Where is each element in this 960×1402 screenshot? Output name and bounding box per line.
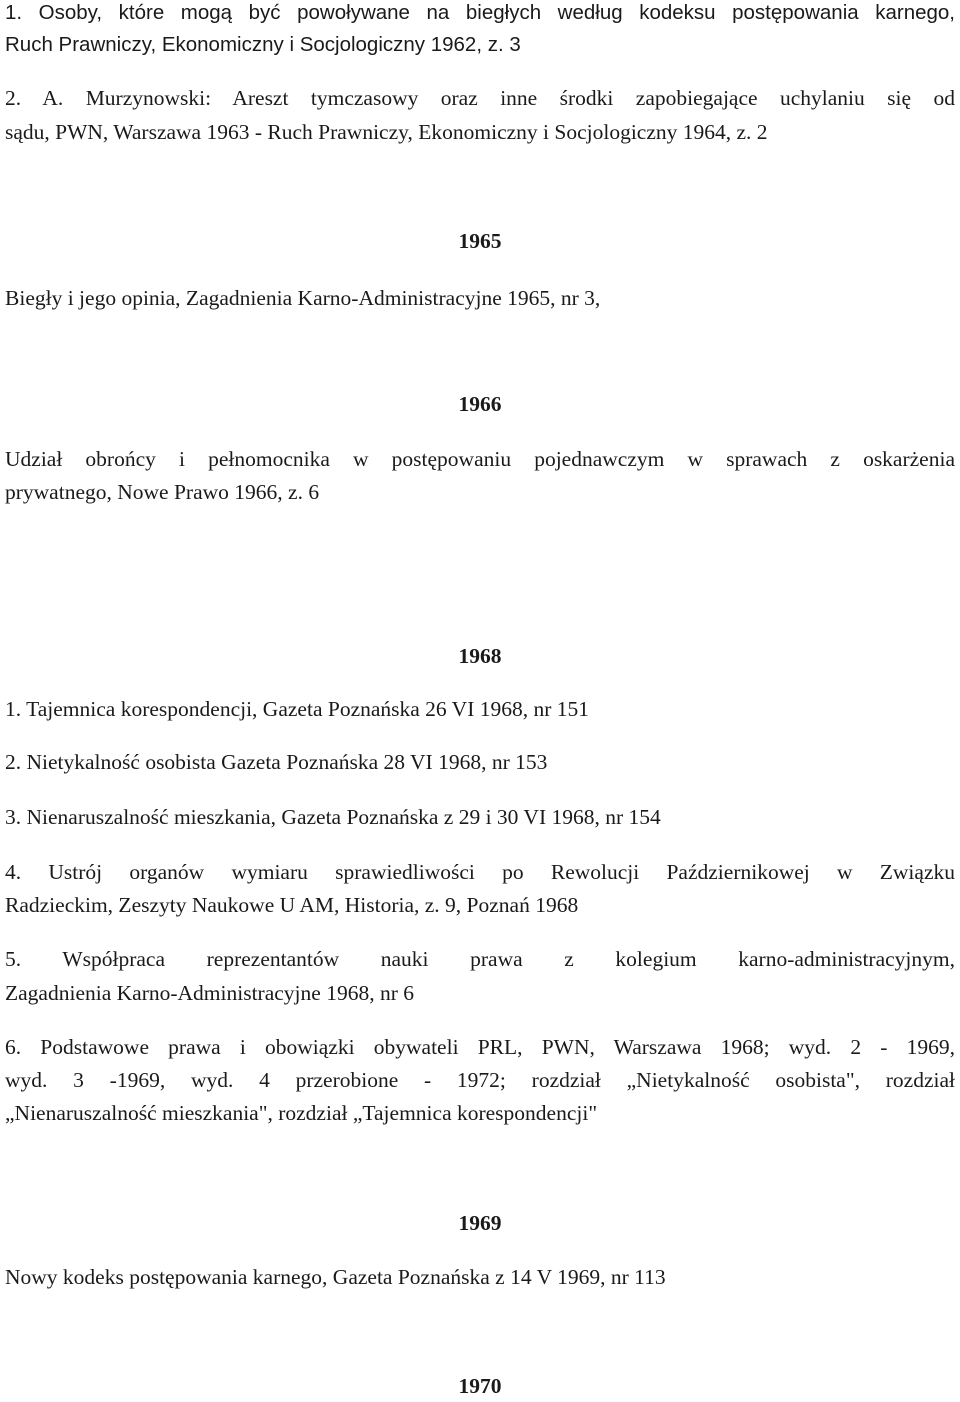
year-heading-1965: 1965 [458, 229, 502, 253]
entry-2-line-1: 2. A. Murzynowski: Areszt tymczasowy oraz inne środki zapobiegające uchylaniu się od [5, 86, 955, 110]
year-heading-1966: 1966 [458, 392, 502, 416]
year-heading-1968: 1968 [458, 644, 502, 668]
entry-1968-5-line-1: 5. Współpraca reprezentantów nauki prawa z kolegium karno-administracyjnym, [5, 947, 955, 971]
entry-1968-2: 2. Nietykalność osobista Gazeta Poznańska 28 VI 1968, nr 153 [5, 750, 548, 774]
entry-1968-3: 3. Nienaruszalność mieszkania, Gazeta Poznańska z 29 i 30 VI 1968, nr 154 [5, 805, 661, 829]
entry-1968-4-line-1: 4. Ustrój organów wymiaru sprawiedliwości po Rewolucji Październikowej w Związku [5, 860, 955, 884]
entry-1968-6-line-1: 6. Podstawowe prawa i obowiązki obywateli PRL, PWN, Warszawa 1968; wyd. 2 - 1969, [5, 1035, 955, 1059]
entry-1968-1: 1. Tajemnica korespondencji, Gazeta Poznańska 26 VI 1968, nr 151 [5, 697, 590, 721]
entry-1966-line-1: Udział obrońcy i pełnomocnika w postępowaniu pojednawczym w sprawach z oskarżenia [5, 447, 955, 471]
entry-1968-4-line-2: Radzieckim, Zeszyty Naukowe U AM, Historia, z. 9, Poznań 1968 [5, 893, 579, 917]
entry-1965-1: Biegły i jego opinia, Zagadnienia Karno-Administracyjne 1965, nr 3, [5, 286, 601, 310]
entry-1968-5-line-2: Zagadnienia Karno-Administracyjne 1968, nr 6 [5, 981, 414, 1005]
entry-1968-6-line-3: „Nienaruszalność mieszkania", rozdział „Tajemnica korespondencji" [5, 1101, 598, 1125]
year-heading-1970: 1970 [458, 1374, 502, 1398]
entry-1-line-1: 1. Osoby, które mogą być powoływane na biegłych według kodeksu postępowania karnego, [5, 1, 955, 24]
entry-2-line-2: sądu, PWN, Warszawa 1963 - Ruch Prawniczy, Ekonomiczny i Socjologiczny 1964, z. 2 [5, 120, 768, 144]
entry-1966-line-2: prywatnego, Nowe Prawo 1966, z. 6 [5, 480, 320, 504]
entry-1968-6-line-2: wyd. 3 -1969, wyd. 4 przerobione - 1972; rozdział „Nietykalność osobista", rozdział [5, 1068, 955, 1092]
entry-1969-1: Nowy kodeks postępowania karnego, Gazeta Poznańska z 14 V 1969, nr 113 [5, 1265, 666, 1289]
year-heading-1969: 1969 [458, 1211, 502, 1235]
entry-1-line-2: Ruch Prawniczy, Ekonomiczny i Socjologiczny 1962, z. 3 [5, 33, 521, 56]
